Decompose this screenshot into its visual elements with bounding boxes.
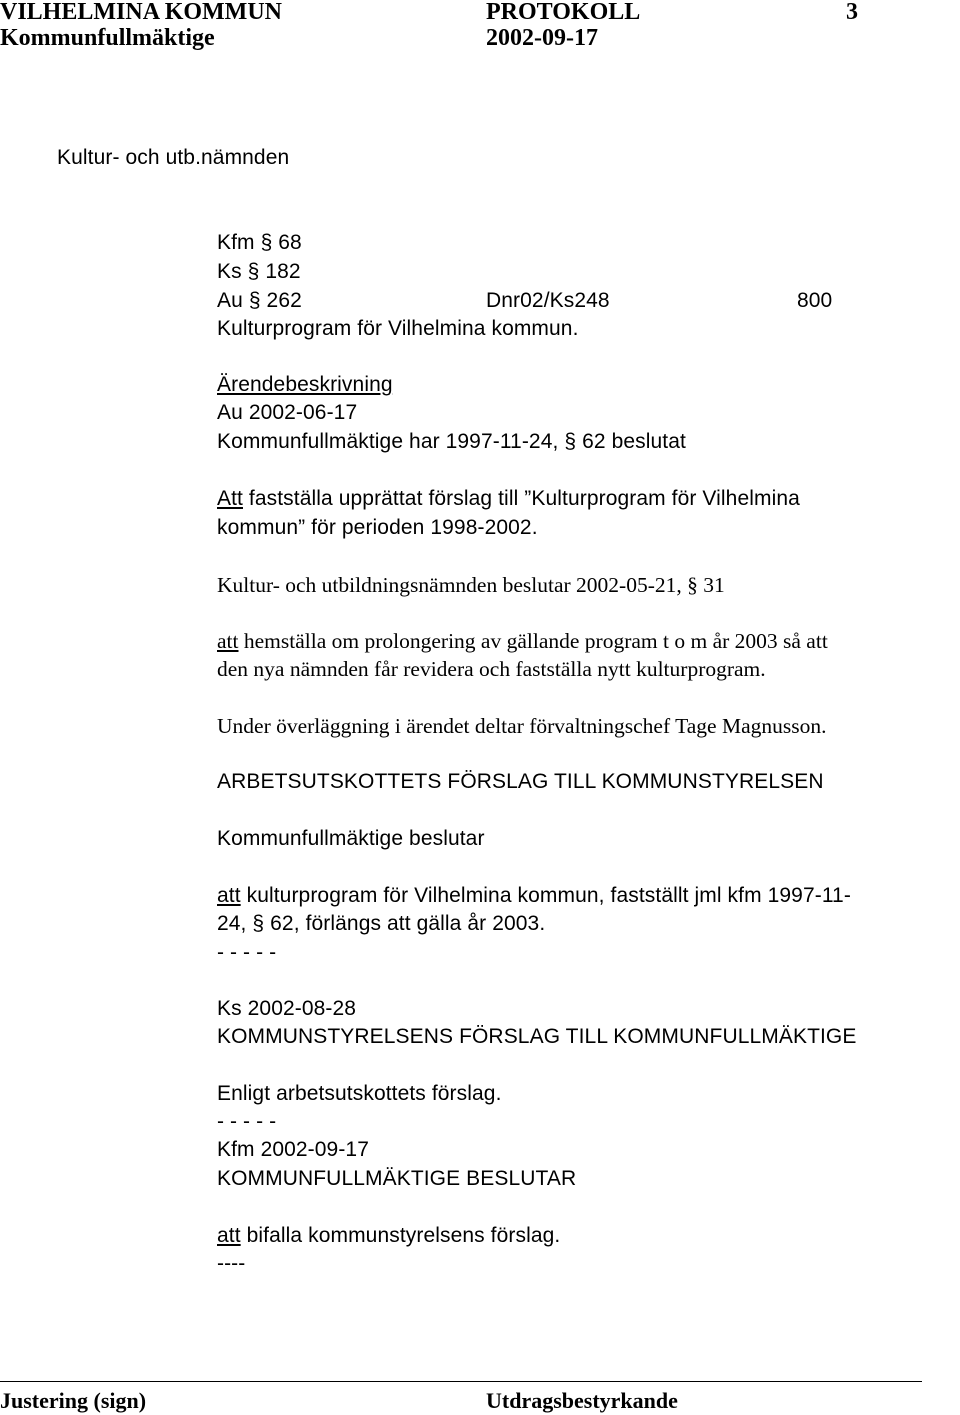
case-au-date: Au 2002-06-17 bbox=[217, 401, 358, 424]
ref-au: Au § 262 bbox=[217, 289, 302, 312]
att-text: fastställa upprättat förslag till ”Kulturprogram för Vilhelmina bbox=[242, 487, 800, 510]
att-keyword: att bbox=[217, 1224, 241, 1247]
end-marker: ---- bbox=[217, 1252, 246, 1275]
au-proposal-att-line2: 24, § 62, förlängs att gälla år 2003. bbox=[217, 912, 546, 935]
header-org: VILHELMINA KOMMUN bbox=[0, 0, 282, 25]
case-kf-decision: Kommunfullmäktige har 1997-11-24, § 62 beslutat bbox=[217, 430, 686, 453]
footer-utdragsbestyrkande: Utdragsbestyrkande bbox=[486, 1388, 678, 1413]
kf-decision-date: Kfm 2002-09-17 bbox=[217, 1138, 369, 1161]
ks-proposal-date: Ks 2002-08-28 bbox=[217, 997, 357, 1020]
case-att1-line2: kommun” för perioden 1998-2002. bbox=[217, 516, 538, 539]
att-keyword: att bbox=[217, 629, 239, 653]
case-discussion: Under överläggning i ärendet deltar förvaltningschef Tage Magnusson. bbox=[217, 714, 827, 738]
header-doc-type: PROTOKOLL bbox=[486, 0, 641, 25]
att-text: bifalla kommunstyrelsens förslag. bbox=[240, 1224, 561, 1247]
footer-rule bbox=[0, 1381, 922, 1382]
ref-dnr: Dnr02/Ks248 bbox=[486, 289, 610, 312]
ref-kfm: Kfm § 68 bbox=[217, 231, 302, 254]
header-body: Kommunfullmäktige bbox=[0, 25, 215, 51]
att-text: hemställa om prolongering av gällande program t o m år 2003 så att bbox=[238, 629, 828, 653]
kf-decision-heading: KOMMUNFULLMÄKTIGE BESLUTAR bbox=[217, 1167, 577, 1190]
footer-justering: Justering (sign) bbox=[0, 1388, 147, 1413]
au-proposal-intro: Kommunfullmäktige beslutar bbox=[217, 827, 485, 850]
separator: - - - - - bbox=[217, 1110, 277, 1133]
separator: - - - - - bbox=[217, 941, 277, 964]
ks-proposal-heading: KOMMUNSTYRELSENS FÖRSLAG TILL KOMMUNFULLMÄKTIGE bbox=[217, 1025, 857, 1048]
ref-title: Kulturprogram för Vilhelmina kommun. bbox=[217, 317, 579, 340]
att-keyword: att bbox=[217, 884, 241, 907]
ref-code: 800 bbox=[797, 289, 833, 312]
ks-proposal-text: Enligt arbetsutskottets förslag. bbox=[217, 1082, 502, 1105]
au-proposal-heading: ARBETSUTSKOTTETS FÖRSLAG TILL KOMMUNSTYRELSEN bbox=[217, 770, 824, 793]
case-kun-decision: Kultur- och utbildningsnämnden beslutar 2002-05-21, § 31 bbox=[217, 573, 725, 597]
case-att2 bbox=[217, 627, 828, 655]
header-page-number: 3 bbox=[846, 0, 858, 25]
department-label: Kultur- och utb.nämnden bbox=[57, 146, 290, 169]
att-keyword: Att bbox=[217, 487, 243, 510]
att-text: kulturprogram för Vilhelmina kommun, fastställt jml kfm 1997-11- bbox=[240, 884, 851, 907]
case-heading: Ärendebeskrivning bbox=[217, 373, 393, 396]
case-att1 bbox=[217, 485, 800, 513]
kf-decision-att bbox=[217, 1222, 560, 1250]
au-proposal-att bbox=[217, 882, 851, 910]
header-date: 2002-09-17 bbox=[486, 25, 598, 51]
case-att2-line2: den nya nämnden får revidera och fastställa nytt kulturprogram. bbox=[217, 657, 766, 681]
ref-ks: Ks § 182 bbox=[217, 260, 301, 283]
